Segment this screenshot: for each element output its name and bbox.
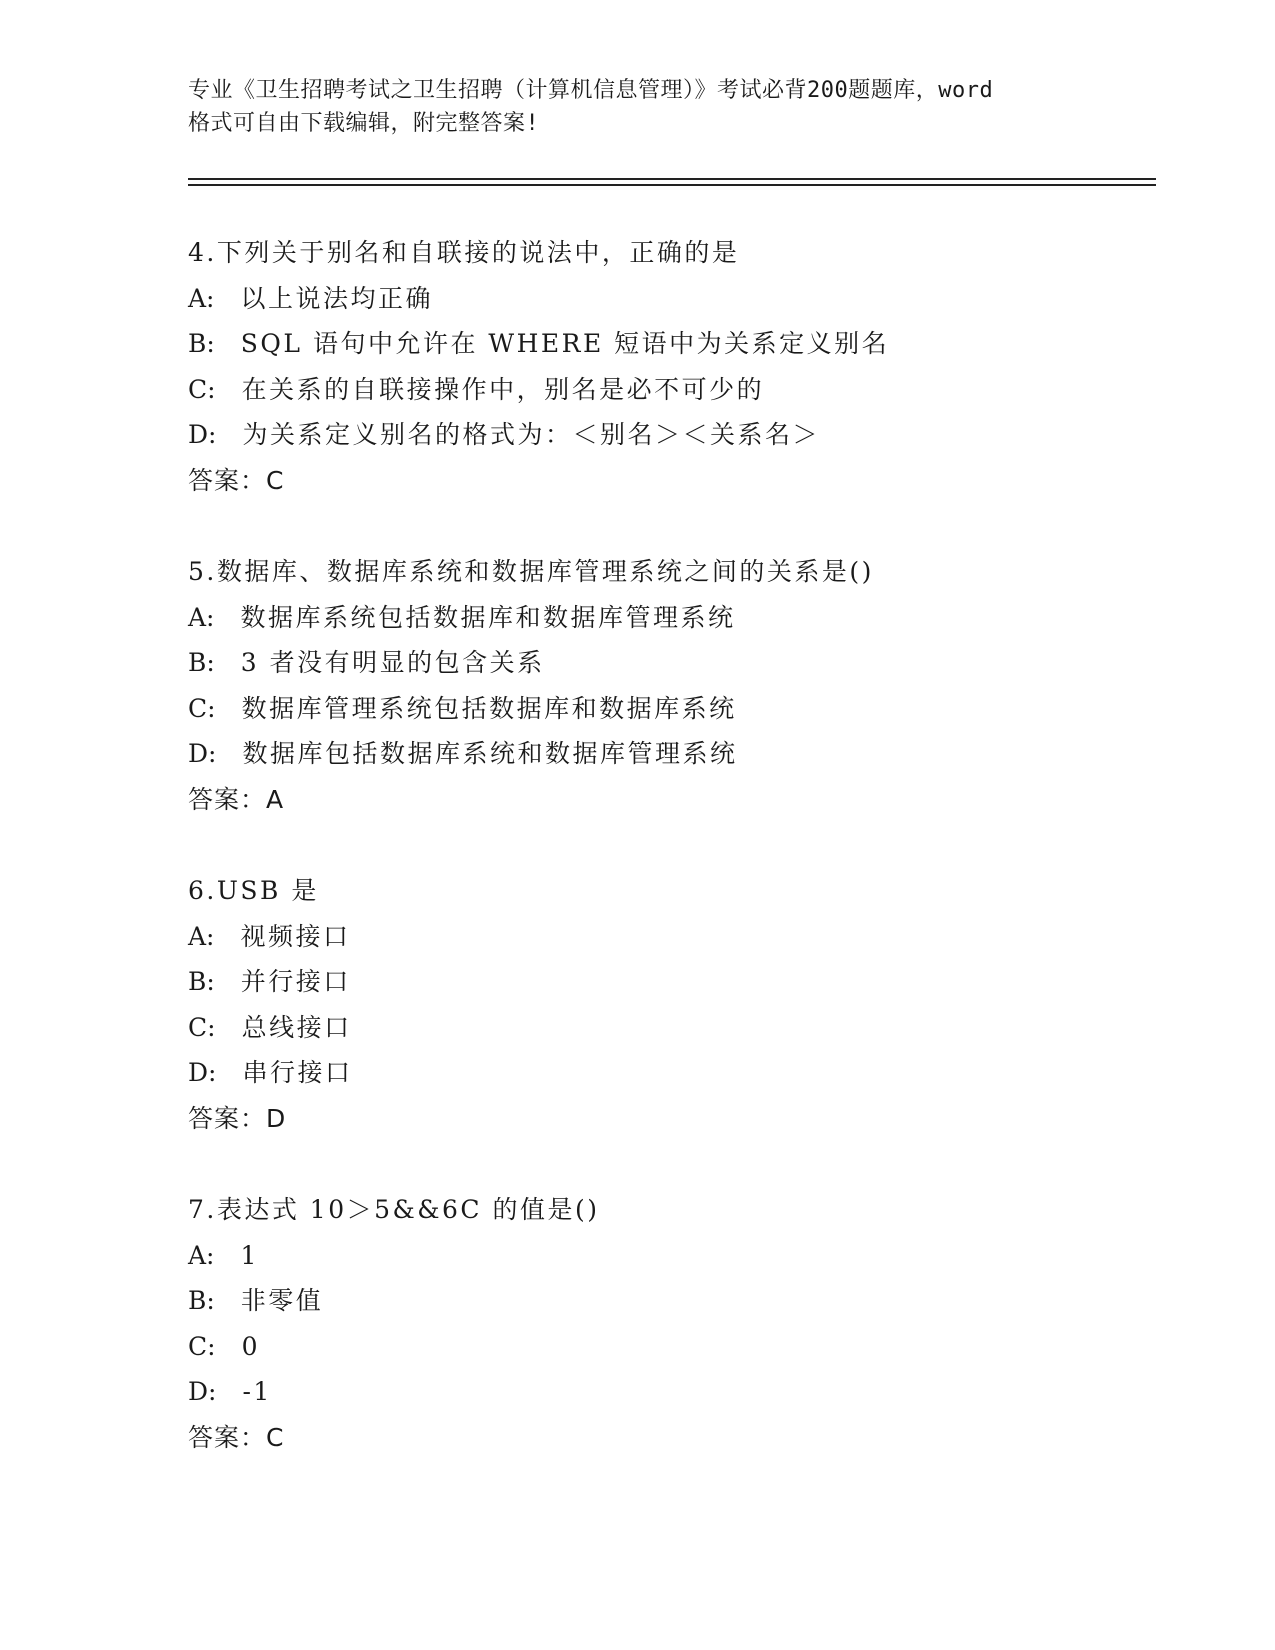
option-key: B: — [188, 329, 215, 358]
answer-line: 答案：A — [188, 784, 285, 814]
option-d — [188, 1369, 1148, 1415]
option-key: D: — [188, 739, 217, 768]
option-key: C: — [188, 693, 216, 723]
option-text: 并行接口 — [240, 967, 351, 996]
question-stem: 6.USB 是 — [188, 876, 319, 905]
option-text: 视频接口 — [240, 921, 351, 951]
option-key: D: — [188, 1058, 217, 1087]
question-stem: 5.数据库、数据库系统和数据库管理系统之间的关系是() — [188, 557, 874, 586]
question-block-6 — [188, 868, 1148, 1141]
option-key: D: — [188, 1377, 217, 1406]
option-key: B: — [188, 967, 215, 996]
option-text: 为关系定义别名的格式为：＜别名＞＜关系名＞ — [242, 420, 820, 449]
question-stem: 4.下列关于别名和自联接的说法中，正确的是 — [188, 238, 740, 267]
option-d — [188, 731, 1148, 777]
option-b — [188, 959, 1148, 1005]
option-a — [188, 276, 1148, 322]
option-key: B: — [188, 648, 215, 677]
answer-line: 答案：C — [188, 1422, 285, 1452]
option-a — [188, 595, 1148, 641]
answer-line: 答案：D — [188, 1103, 287, 1133]
option-text: 3 者没有明显的包含关系 — [240, 648, 545, 677]
option-text: -1 — [242, 1377, 272, 1406]
option-a — [188, 914, 1148, 960]
option-d — [188, 1050, 1148, 1096]
question-stem: 7.表达式 10＞5&&6C 的值是() — [188, 1195, 600, 1224]
option-key: C: — [188, 1012, 216, 1042]
option-text: 以上说法均正确 — [240, 283, 433, 313]
option-text: 非零值 — [240, 1286, 324, 1315]
option-a — [188, 1233, 1148, 1279]
header-line-1: 专业《卫生招聘考试之卫生招聘（计算机信息管理）》考试必背200题题库，word — [188, 78, 994, 103]
option-key: A: — [188, 1240, 215, 1270]
option-text: 在关系的自联接操作中，别名是必不可少的 — [241, 374, 765, 404]
option-key: D: — [188, 420, 217, 449]
option-key: C: — [188, 374, 216, 404]
option-b — [188, 640, 1148, 686]
question-block-4 — [188, 230, 1148, 503]
option-c — [188, 686, 1148, 732]
option-text: 数据库包括数据库系统和数据库管理系统 — [242, 739, 738, 768]
option-text: 数据库管理系统包括数据库和数据库系统 — [241, 693, 737, 723]
header-divider-bottom — [188, 184, 1156, 186]
option-key: B: — [188, 1286, 215, 1315]
option-b — [188, 321, 1148, 367]
option-key: C: — [188, 1331, 216, 1361]
question-block-7 — [188, 1187, 1148, 1460]
document-header — [188, 74, 1088, 140]
option-c — [188, 1005, 1148, 1051]
answer-line: 答案：C — [188, 465, 285, 495]
option-text: 数据库系统包括数据库和数据库管理系统 — [240, 602, 736, 632]
header-divider-top — [188, 178, 1156, 180]
header-line-2: 格式可自由下载编辑，附完整答案! — [188, 111, 540, 136]
option-c — [188, 1324, 1148, 1370]
option-text: 总线接口 — [241, 1012, 352, 1042]
option-d — [188, 412, 1148, 458]
option-text: 1 — [240, 1240, 259, 1270]
option-text: 0 — [241, 1331, 260, 1361]
option-text: 串行接口 — [242, 1058, 353, 1087]
option-key: A: — [188, 602, 215, 632]
option-key: A: — [188, 921, 215, 951]
option-text: SQL 语句中允许在 WHERE 短语中为关系定义别名 — [240, 329, 890, 358]
option-c — [188, 367, 1148, 413]
option-b — [188, 1278, 1148, 1324]
question-block-5 — [188, 549, 1148, 822]
option-key: A: — [188, 283, 215, 313]
